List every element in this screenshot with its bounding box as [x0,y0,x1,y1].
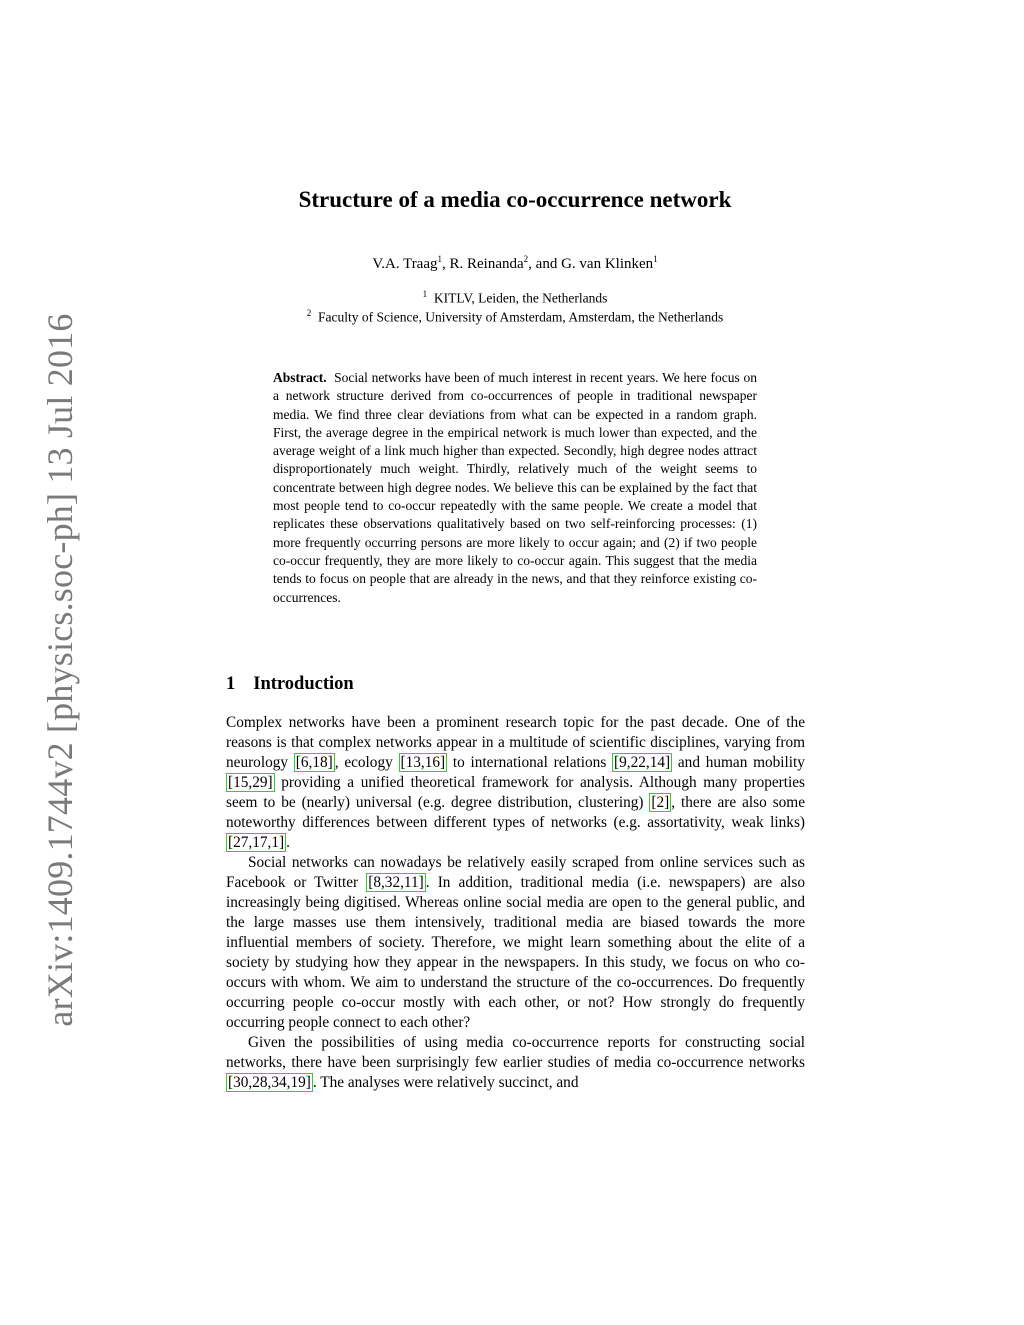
affiliation-text: Faculty of Science, University of Amsterdam, Amsterdam, the Netherlands [317,309,724,325]
paragraph-text: providing a unified theoretical framework for analysis. Although many properties seem to be (nearly) universal (e.g. degree distribution, clustering) [226,774,805,811]
author-name: G. van Klinken [561,256,654,272]
author-affil-mark: 1 [653,254,658,264]
paragraph-text: . In addition, traditional media (i.e. newspapers) are also increasingly being digitised. Whereas online social media are open to the general public, and the large masses use them intensively, traditional media are biased towards the more influential members of society. Therefore, we might learn something about the elite of a society by studying how they appear in the newspapers. In this study, we focus on who co-occurs with whom. We aim to understand the structure of the co-occurrences. Do frequently occurring people co-occur mostly with each other, or not? How strongly do frequently occurring people connect to each other? [226,874,805,1031]
citation-link[interactable]: [27,17,1] [228,834,285,851]
abstract-label: Abstract. [273,370,327,385]
author-affil-mark: 1 [437,254,442,264]
affiliation-number: 1 [422,289,428,299]
affiliation [200,289,830,307]
section-title: Introduction [253,674,354,694]
abstract-text: Social networks have been of much interest in recent years. We here focus on a network structure derived from co-occurrences of people in traditional newspaper media. We find three clear deviations from what can be expected in a random graph. First, the average degree in the empirical network is much lower than expected, and the average weight of a link much higher than expected. Secondly, high degree nodes attract disproportionately much weight. Thirdly, relatively much of the weight seems to concentrate between high degree nodes. We believe this can be explained by the fact that most people tend to co-occur repeatedly with the same people. We create a model that replicates these observations qualitatively based on two self-reinforcing processes: (1) more frequently occurring persons are more likely to occur again; and (2) if two people co-occur frequently, they are more likely to co-occur again. This suggest that the media tends to focus on people that are already in the news, and that they reinforce existing co-occurrences. [273,370,757,605]
affiliation [200,308,830,326]
paragraph-text: Social networks can nowadays be relatively easily scraped from online services such as Facebook or Twitter [226,854,805,891]
citation-link[interactable]: [30,28,34,19] [228,1074,311,1091]
author-list [200,254,830,273]
author-separator: , [442,256,450,272]
body-text [226,713,805,1093]
author-name: R. Reinanda [449,256,524,272]
author-affil-mark: 2 [523,254,529,264]
citation-link[interactable]: [15,29] [228,774,273,791]
author-name: V.A. Traag [372,256,438,272]
citation-link[interactable]: [9,22,14] [614,754,671,771]
paper-title: Structure of a media co-occurrence network [298,187,732,212]
citation-link[interactable]: [8,32,11] [368,874,424,891]
citation-link[interactable]: [2] [651,794,670,811]
affiliation-number: 2 [306,308,312,318]
author-separator: , and [528,256,562,272]
paragraph-text: to international relations [447,754,613,771]
section-number: 1 [226,674,236,694]
paragraph [226,853,805,1033]
citation-link[interactable]: [13,16] [400,754,446,771]
paragraph-text: and human mobility [672,754,805,771]
citation-link[interactable]: [6,18] [295,754,333,771]
section-heading [226,674,354,695]
paragraph-text: , ecology [334,754,399,771]
affiliation-text: KITLV, Leiden, the Netherlands [433,290,608,306]
paragraph-text: . The analyses were relatively succinct, and [312,1074,579,1091]
arxiv-stamp: arXiv:1409.1744v2 [physics.soc-ph] 13 Jul 2016 [40,313,80,1027]
abstract [273,369,757,607]
paragraph-text: Given the possibilities of using media co-occurrence reports for constructing social networks, there have been surprisingly few earlier studies of media co-occurrence networks [226,1034,805,1071]
paragraph-text: . [286,834,290,851]
paragraph-text: Complex networks have been a prominent research topic for the past decade. One of the reasons is that complex networks appear in a multitude of scientific disciplines, varying from neurology [226,714,805,771]
paragraph-text: , there are also some noteworthy differences between different types of networks (e.g. assortativity, weak links) [226,794,805,831]
paragraph [226,1033,805,1093]
paragraph [226,713,805,853]
